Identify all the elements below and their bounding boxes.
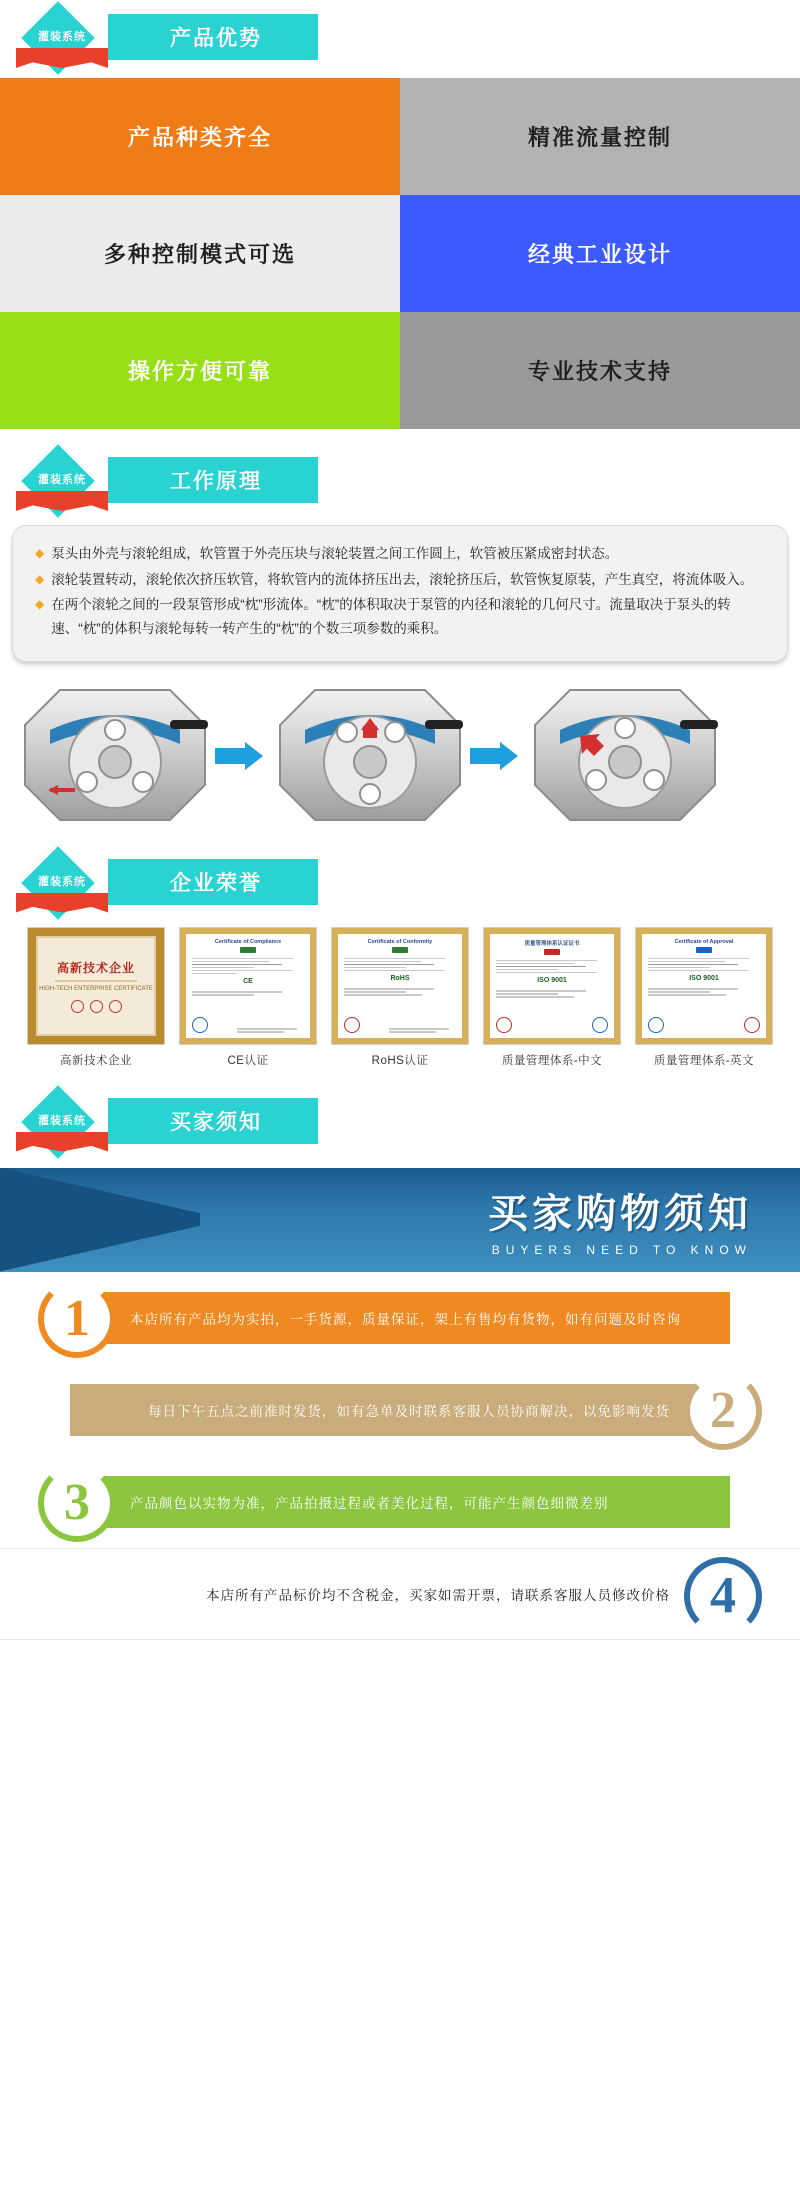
diamond-bullet-icon: ◆ <box>35 546 45 560</box>
logo-row <box>648 947 760 954</box>
ribbon-label: 灌装系统 <box>38 875 86 888</box>
advantages-grid <box>0 78 800 429</box>
brand-logo-icon <box>696 947 712 953</box>
notice-number: 4 <box>684 1557 762 1635</box>
stamp-icon <box>744 1017 760 1033</box>
notice-number: 2 <box>684 1372 762 1450</box>
stamp-icon <box>192 1017 208 1033</box>
paper-heading: Certificate of Approval <box>674 938 734 945</box>
certificate-item <box>331 927 469 1068</box>
seal-icon <box>90 1000 103 1013</box>
paper-footer <box>344 1017 456 1033</box>
ribbon-tail <box>16 1132 108 1152</box>
principle-item <box>35 568 765 592</box>
certificate-image <box>635 927 773 1045</box>
paper-mark: ISO 9001 <box>537 977 567 984</box>
certificate-image <box>27 927 165 1045</box>
notice-number: 1 <box>38 1280 116 1358</box>
stamp-icon <box>592 1017 608 1033</box>
text-lines <box>192 991 304 996</box>
text-lines <box>344 958 456 972</box>
plaque-inner <box>36 936 156 1036</box>
ribbon-badge <box>14 1092 110 1154</box>
notice-text: 每日下午五点之前准时发货，如有急单及时联系客服人员协商解决，以免影响发货 <box>148 1403 670 1419</box>
principle-panel-wrap <box>0 521 800 662</box>
ribbon-badge <box>14 853 110 915</box>
principle-text: 在两个滚轮之间的一段泵管形成“枕”形流体。“枕”的体积取决于泵管的内径和滚轮的几何尺寸。流量取决于泵头的转速、“枕”的体积与滚轮每转一转产生的“枕”的个数三项参数的乘积。 <box>51 597 731 636</box>
stamp-icon <box>496 1017 512 1033</box>
banner-title-cn: 买家购物须知 <box>488 1191 752 1236</box>
notice-text: 产品颜色以实物为准，产品拍摄过程或者美化过程，可能产生颜色细微差别 <box>130 1495 609 1511</box>
notice-row <box>0 1272 800 1364</box>
buyer-notice-block <box>0 1168 800 1640</box>
notice-row <box>0 1364 800 1456</box>
paper-mark: ISO 9001 <box>689 975 719 982</box>
certificate-caption: 高新技术企业 <box>60 1054 132 1067</box>
logo-row <box>496 949 608 956</box>
logo-row <box>192 947 304 954</box>
certificate-item <box>483 927 621 1068</box>
paper-footer <box>192 1017 304 1033</box>
section-title: 工作原理 <box>170 470 262 493</box>
section-title: 买家须知 <box>170 1110 262 1134</box>
pump-stages-svg <box>10 682 790 832</box>
paper-mark: RoHS <box>390 975 410 982</box>
plaque-frame <box>28 928 164 1044</box>
diamond-bullet-icon: ◆ <box>35 597 45 612</box>
divider <box>55 980 136 982</box>
seal-icon <box>71 1000 84 1013</box>
section-header-buyer-notice <box>0 1084 800 1162</box>
certificate-caption: CE认证 <box>227 1054 269 1067</box>
diamond-bullet-icon: ◆ <box>35 571 45 586</box>
section-header-honors <box>0 845 800 923</box>
logo-row <box>344 947 456 954</box>
notice-number: 3 <box>38 1464 116 1542</box>
section-title: 企业荣誉 <box>170 871 262 895</box>
certificate-caption: 质量管理体系-中文 <box>501 1054 603 1067</box>
advantage-cell: 产品种类齐全 <box>0 78 400 195</box>
paper-cert <box>636 928 772 1044</box>
principle-text: 泵头由外壳与滚轮组成，软管置于外壳压块与滚轮装置之间工作圆上，软管被压紧成密封状态。 <box>51 546 619 561</box>
paper-heading: Certificate of Compliance <box>214 938 282 945</box>
principle-text: 滚轮装置转动，滚轮依次挤压软管，将软管内的流体挤压出去，滚轮挤压后，软管恢复原装，产生真空，将流体吸入。 <box>51 571 754 587</box>
advantage-cell: 多种控制模式可选 <box>0 195 400 312</box>
text-lines <box>344 988 456 996</box>
advantage-cell: 精准流量控制 <box>400 78 800 195</box>
paper-cert <box>180 928 316 1044</box>
banner-bow-shape <box>0 1168 200 1272</box>
advantage-cell: 经典工业设计 <box>400 195 800 312</box>
brand-logo-icon <box>392 947 408 953</box>
principle-panel <box>12 525 788 662</box>
certificate-item <box>635 927 773 1068</box>
notice-row <box>0 1548 800 1640</box>
buyer-banner <box>0 1168 800 1272</box>
ribbon-tail <box>16 48 108 68</box>
paper-footer <box>648 1017 760 1033</box>
ribbon-label: 灌装系统 <box>38 1114 86 1127</box>
section-title-box <box>108 859 318 905</box>
section-header-principle <box>0 443 800 521</box>
section-title: 产品优势 <box>170 27 262 50</box>
ribbon-badge <box>14 8 110 70</box>
text-lines <box>648 958 760 972</box>
text-lines <box>496 960 608 974</box>
ribbon-label: 灌装系统 <box>38 31 86 43</box>
paper-mark: CE <box>243 978 253 985</box>
stamp-icon <box>648 1017 664 1033</box>
flow-arrow-icon <box>215 742 263 770</box>
text-lines <box>648 988 760 996</box>
ribbon-badge <box>14 451 110 513</box>
paper-cert <box>484 928 620 1044</box>
ribbon-tail <box>16 491 108 511</box>
section-title-box <box>108 457 318 503</box>
seal-icon <box>109 1000 122 1013</box>
principle-item <box>35 593 765 640</box>
certificate-item <box>179 927 317 1068</box>
stamp-icon <box>344 1017 360 1033</box>
advantage-cell: 操作方便可靠 <box>0 312 400 429</box>
certificate-caption: 质量管理体系-英文 <box>653 1054 755 1067</box>
advantage-cell: 专业技术支持 <box>400 312 800 429</box>
plaque-subtitle: HIGH-TECH ENTERPRISE CERTIFICATE <box>39 985 153 992</box>
plaque-title: 高新技术企业 <box>56 960 135 975</box>
pump-working-diagram <box>0 680 800 835</box>
flow-arrow-icon <box>470 742 518 770</box>
notice-row <box>0 1456 800 1548</box>
section-title-box <box>108 14 318 60</box>
section-title-box <box>108 1098 318 1144</box>
brand-logo-icon <box>240 947 256 953</box>
banner-title-group <box>488 1182 752 1257</box>
notice-text: 本店所有产品均为实拍，一手货源，质量保证，架上有售均有货物，如有问题及时咨询 <box>130 1311 681 1327</box>
paper-heading: Certificate of Conformity <box>367 938 433 945</box>
brand-logo-icon <box>544 949 560 955</box>
ribbon-label: 灌装系统 <box>38 474 86 486</box>
certificate-image <box>331 927 469 1045</box>
certificate-item <box>27 927 165 1068</box>
seal-group <box>71 1000 122 1013</box>
certificates-row <box>0 923 800 1068</box>
paper-cert <box>332 928 468 1044</box>
banner-title-en: BUYERS NEED TO KNOW <box>491 1242 752 1257</box>
principle-item <box>35 542 765 566</box>
paper-footer <box>496 1017 608 1033</box>
section-header-advantages <box>0 0 800 78</box>
notice-text: 本店所有产品标价均不含税金，买家如需开票，请联系客服人员修改价格 <box>206 1587 670 1603</box>
paper-heading: 质量管理体系认证证书 <box>524 940 580 947</box>
text-lines <box>496 990 608 998</box>
certificate-image <box>179 927 317 1045</box>
ribbon-tail <box>16 893 108 913</box>
certificate-caption: RoHS认证 <box>371 1054 429 1067</box>
text-lines <box>192 958 304 975</box>
certificate-image <box>483 927 621 1045</box>
